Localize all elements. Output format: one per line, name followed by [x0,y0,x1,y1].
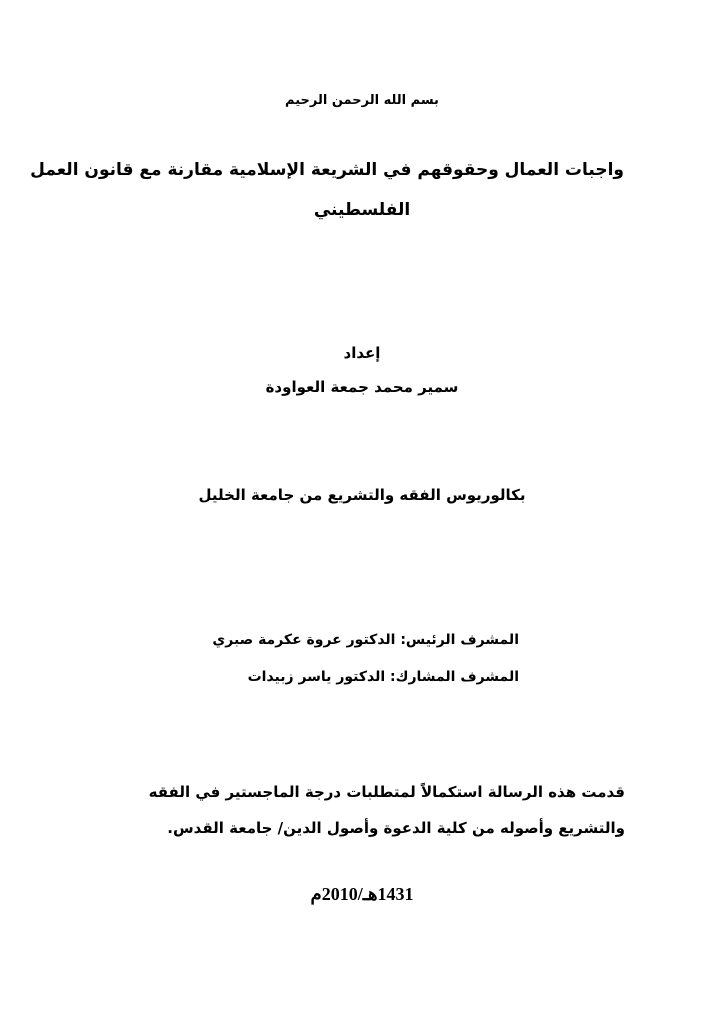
submission-statement [85,774,625,846]
basmala: بسم الله الرحمن الرحيم [285,93,439,108]
main-supervisor: المشرف الرئيس: الدكتور عروة عكرمة صبري [212,632,519,648]
thesis-title [30,150,624,230]
prepared-by-label: إعداد [343,344,381,362]
submission-line-2: والتشريع وأصوله من كلية الدعوة وأصول الدين/ جامعة القدس. [167,819,625,837]
thesis-title-line-1: واجبات العمال وحقوقهم في الشريعة الإسلامية مقارنة مع قانون العمل [30,160,624,180]
thesis-title-line-2: الفلسطيني [313,200,411,220]
author-degree: بكالوريوس الفقه والتشريع من جامعة الخليل [198,486,526,504]
co-supervisor: المشرف المشارك: الدكتور ياسر زبيدات [247,669,519,685]
submission-date: 1431هـ/2010م [310,884,414,904]
author-name: سمير محمد جمعة العواودة [265,378,459,396]
submission-line-1: قدمت هذه الرسالة استكمالاً لمتطلبات درجة الماجستير في الفقه [148,783,625,801]
